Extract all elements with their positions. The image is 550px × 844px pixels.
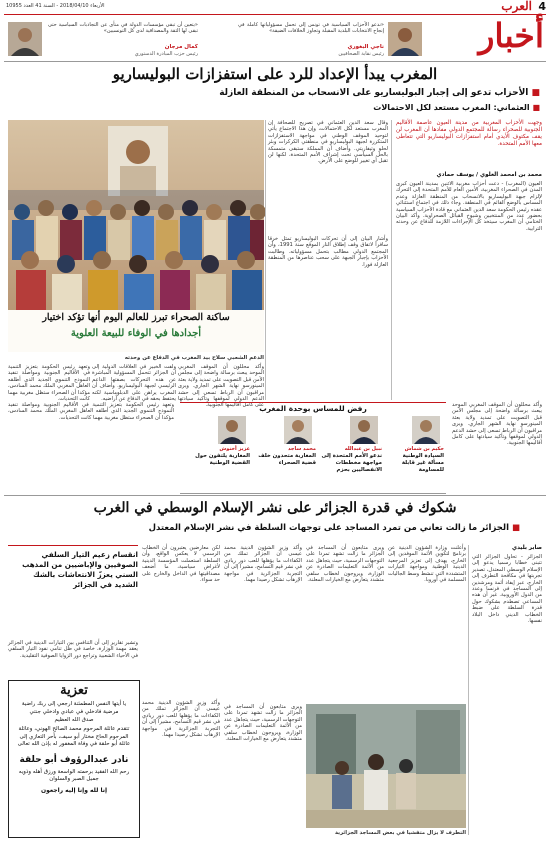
reject-quote: المغاربة يلتفون حول القضية الوطنية: [195, 453, 250, 466]
lead-col2: وقال سعد الدين العثماني في تصريح للصحافة إن المغرب مستعد لكل الاحتمالات، وإن هذا الاجتماع يأتي لتوحيد الموقف الوطني في مواجهة الاستفزازات المتكررة لجبهة البوليساريو في منطقتي الكركرات وبئر لحلو وتيفاريتي. وأضاف أن المملكة ستبقى متمسكة بالحل السياسي تحت إشراف الأمم المتحدة، لكنها لن تقبل أي تغيير للوضع على الأرض.: [268, 120, 388, 165]
bullet-icon: ■: [529, 103, 540, 112]
second-photo: [306, 704, 466, 828]
page-number: 4: [538, 0, 546, 13]
condolence-box: [8, 680, 140, 838]
lead-sub1-text: الأحزاب تدعو إلى إجبار البوليساريو على الانسحاب من المنطقة العازلة: [219, 88, 529, 98]
avatar: [412, 416, 440, 444]
portrait-icon: [350, 416, 378, 444]
quote-right-name: ناجي البغوري: [347, 44, 384, 50]
pullquote-box: [8, 545, 138, 640]
second-col7: وأكد وزير الشؤون الدينية محمد عيسى أن الجزائر تملك من الكفاءات ما يؤهلها للعب دور ريادي في نشر قيم التسامح، مشيرا إلى أن التجربة الجزائرية في مواجهة الإرهاب تشكل رصيدا مهما.: [142, 700, 220, 739]
reject-quote: المغاربة متحدون خلف قضية الصحراء: [258, 453, 316, 466]
portrait-icon: [284, 416, 312, 444]
column-divider: [391, 120, 392, 400]
portrait-icon: [218, 416, 246, 444]
second-sub-text: الجزائر ما زالت تعاني من تمرد المساجد على توجهات السلطة في نشر الإسلام المعتدل: [148, 523, 509, 533]
quote-left-role: رئيس حزب المبادرة الدستوري: [134, 51, 198, 57]
condolence-source: صدق الله العظيم: [54, 717, 94, 723]
reject-person: [184, 416, 250, 490]
lead-intro: وجهت الأحزاب المغربية من مدينة العيون عاصمة الأقاليم الجنوبية للصحراء رسالة للمجتمع الدولي مفادها أن المغرب لن يقف مكتوف الأيدي أمام استفزازات البوليساريو التي تتعاطى معها الأمم المتحدة.: [396, 120, 542, 147]
lead-col5: ولفت الخبير في العلاقات الدولية إلى أن الجزائر تتحمل المسؤولية المباشرة عن هذه التحركات بصفتها الداعم الرئيسي لجبهة البوليساريو. وأضاف أن المغرب يراهن على الدبلوماسية لكنه يحتفظ بحقه في الدفاع عن أراضيه.: [92, 364, 176, 403]
condolence-prayer: رحم الله الفقيد برحمته الواسعة ورزق أهله وذويه جميل الصبر والسلوان: [18, 768, 130, 782]
portrait-icon: [412, 416, 440, 444]
lead-col8: وأكد محللون أن الموقف المغربي الموحد يبعث برسالة واضحة إلى مجلس الأمن قبل التصويت على تمديد ولاية بعثة المينورسو نهاية الشهر الجاري. ويرى مراقبون أن الرباط تسعى إلى حشد الدعم الدولي لموقفها وتأكيد سيادتها على كامل أقاليمها الجنوبية.: [452, 402, 542, 447]
section-rule: [4, 495, 546, 496]
mosque-photo-icon: [306, 704, 466, 828]
lead-photo: [8, 120, 264, 352]
photo-banner: [8, 310, 264, 352]
reject-title: رفض للمساس بوحدة المغرب: [259, 404, 367, 413]
lead-col6: وتعهد رئيس الحكومة بتعزيز التنمية في الأقاليم الجنوبية ومواصلة تنفيذ النموذج التنموي الجديد الذي أطلقه العاهل المغربي الملك محمد السادس، مؤكدا أن الصحراء ستظل مغربية مهما كانت التحديات.: [8, 364, 90, 403]
reject-name: عزيز أخنوش: [219, 446, 250, 452]
bullet-icon: ■: [509, 523, 520, 533]
header-rule: [4, 14, 546, 15]
reject-quote: ندعو الأمم المتحدة إلى مواجهة مخططات الانفصاليين بحزم: [321, 453, 382, 473]
reject-person: [386, 416, 444, 490]
avatar: [388, 22, 422, 56]
condolence-name: نادر عبدالرؤوف أبو حلقة: [19, 754, 129, 765]
photo-banner-line2: أجدادها في الوفاء للبيعة العلوية: [70, 328, 202, 339]
quote-left-name: كمال مرجان: [164, 44, 198, 50]
avatar: [8, 22, 42, 56]
reject-name: حكيم بن شماش: [404, 446, 444, 452]
section-title: أخبار: [478, 16, 544, 55]
lead-col3: وأشار البيان إلى أن تحركات البوليساريو تمثل خرقا سافرا لاتفاق وقف إطلاق النار الموقع سنة 1991، وأن المجتمع الدولي مطالب بتحمل مسؤولياته. وطالبت الأحزاب بإجبار الجبهة على سحب عناصرها من المنطقة العازلة فورا.: [268, 236, 388, 268]
photo-banner-line1: ساكنة الصحراء تبرز للعالم اليوم أنها تؤكد اختيار: [42, 312, 230, 323]
lead-col7: وتعهد رئيس الحكومة بتعزيز التنمية في الأقاليم الجنوبية ومواصلة تنفيذ النموذج التنموي الجديد الذي أطلقه العاهل المغربي الملك محمد السادس، مؤكدا أن الصحراء ستظل مغربية مهما كانت التحديات.: [8, 402, 174, 421]
reject-quote: السيادة الوطنية مسألة غير قابلة للمساومة: [401, 453, 444, 473]
pullquote-text: انقسام زعيم التيار السلفي الصوفيين والإباضيين من المذهب السني يعززّ الانتعاشات بالشك الشديد في الجزائر: [22, 550, 138, 589]
second-photo-caption: التطرف لا يزال متفشيا في بعض المساجد الجزائرية: [334, 830, 466, 836]
condolence-verse: يا أيتها النفس المطمئنة ارجعي إلى ربك راضية مرضية فادخلي في عبادي وادخلي جنتي: [21, 701, 127, 715]
lead-sub2-text: العثماني: المغرب مستعد لكل الاحتمالات: [373, 103, 530, 112]
lead-col4: وأكد محللون أن الموقف المغربي الموحد يبعث برسالة واضحة إلى مجلس الأمن قبل التصويت على تمديد ولاية بعثة المينورسو نهاية الشهر الجاري. ويرى مراقبون أن الرباط تسعى إلى حشد الدعم الدولي لموقفها وتأكيد سيادتها على كامل أقاليمها الجنوبية.: [178, 364, 264, 409]
lead-byline: محمد بن امحمد العلوي / يوسف حمادي: [436, 172, 542, 178]
portrait-icon: [388, 22, 422, 56]
quote-right-text: «ندعو الأحزاب السياسية في تونس إلى تحمل مسؤولياتها كاملة في إنجاح الانتخابات البلدية المقبلة وتجاوز الخلافات الضيقة»: [238, 22, 384, 35]
lead-headline: المغرب يبدأ الإعداد للرد على استفزازات البوليساريو: [112, 65, 438, 83]
avatar: [350, 416, 378, 444]
reject-name: محمد ساجد: [288, 446, 316, 452]
avatar: [218, 416, 246, 444]
second-col2: وأعلنت وزارة الشؤون الدينية عن برنامج لتكوين الأئمة الموفدين إلى الخارج، يهدف إلى تعزيز المرجعية الدينية الوطنية ومواجهة التيارات المتشددة التي تنشط وسط الجاليات المسلمة في أوروبا.: [388, 545, 466, 584]
column-divider: [265, 120, 266, 400]
second-col5: لكن معارضين يعتبرون أن الخطاب الرسمي لا يعكس الواقع، وأن السلطة استعملت المؤسسة الدينية لأغراض سياسية، ما أضعف مصداقيتها في الداخل والخارج على حد سواء.: [142, 545, 220, 584]
second-col4: وأكد وزير الشؤون الدينية محمد عيسى أن الجزائر تملك من الكفاءات ما يؤهلها للعب دور ريادي في نشر قيم التسامح، مشيرا إلى أن التجربة الجزائرية في مواجهة الإرهاب تشكل رصيدا مهما.: [224, 545, 302, 584]
lead-sub2: [373, 103, 540, 113]
lead-col1: العيون (المغرب) - دعت أحزاب مغربية الاثنين بمدينة العيون كبرى المدن في الصحراء المغربية، الأمين العام للأمم المتحدة إلى التحرك لإلزام جبهة البوليساريو بالانسحاب من المنطقة العازلة وعدم المساس بالوضع القائم في المنطقة. وجاء ذلك في اجتماع استثنائي عقده رئيس الحكومة سعد الدين العثماني مع قادة الأحزاب السياسية بحضور عدد من المنتخبين وشيوخ القبائل الصحراوية. وأكد البيان الختامي أن المغرب سيتخذ كل الإجراءات اللازمة للدفاع عن وحدته الترابية.: [396, 181, 542, 232]
brand-name: العرب: [501, 0, 532, 13]
photo-caption: الدعم الشعبي سلاح بيد المغرب في الدفاع عن وحدته: [124, 355, 264, 361]
condolence-body: تتقدم عائلة المرحوم محمد الصالح الهوني، وعائلة المرحوم الحاج مختار أبو سيف، بأحر التعازي إلى عائلة أبو حلقة في وفاة المغفور له بإذن الله تعالى: [17, 726, 131, 747]
second-col1: الجزائر - تحاول الجزائر التي تتبنى خطابا رسميا يدعو إلى الإسلام الوسطي المعتدل، تصدير تجربتها في مكافحة التطرف إلى الخارج، عبر إيفاد أئمة ومرشدين إلى المساجد في فرنسا وعدد من الدول الأوروبية. غير أن هذه المساعي تصطدم بشكوك حول قدرة السلطة على ضبط الخطاب الديني داخل البلاد نفسها.: [472, 554, 542, 625]
condolence-title: تعزية: [60, 683, 88, 698]
reject-name: نبيل بن عبدالله: [344, 446, 382, 452]
second-sub: [149, 523, 520, 534]
bullet-icon: ■: [528, 88, 540, 98]
column-divider: [468, 545, 469, 835]
second-col3: ويرى متابعون أن المساجد في الجزائر ما زالت تشهد تمردا على التوجهات الرسمية، حيث يتجاهل عدد من الأئمة التعليمات الصادرة عن الوزارة، ويروجون لخطاب سلفي متشدد يتعارض مع الخيارات المعلنة.: [306, 545, 384, 584]
avatar: [284, 416, 312, 444]
second-col-left: وتشير تقارير إلى أن التنافس بين التيارات الدينية في الجزائر يعقد مهمة الوزارة، خاصة في ظل تنامي نفوذ التيار السلفي في الأحياء الشعبية وتراجع دور الزوايا الصوفية التقليدية.: [8, 640, 138, 659]
portrait-icon: [8, 22, 42, 56]
quote-right-role: رئيس نقابة الصحافيين: [338, 51, 384, 57]
reject-person: [320, 416, 382, 490]
date-line: الأربعاء 2018/04/10 - السنة 41 العدد 10955: [6, 3, 105, 9]
second-col6: ويرى متابعون أن المساجد في الجزائر ما زالت تشهد تمردا على التوجهات الرسمية، حيث يتجاهل عدد من الأئمة التعليمات الصادرة عن الوزارة، ويروجون لخطاب سلفي متشدد يتعارض مع الخيارات المعلنة.: [224, 704, 302, 743]
quote-left-text: «يتعين أن تبقى مؤسسات الدولة في منأى عن التجاذبات السياسية حتى تبقى لها الثقة والمصداقية لدى كل التونسيين»: [48, 22, 198, 35]
second-headline: شكوك في قدرة الجزائر على نشر الإسلام الوسطي في الغرب: [93, 500, 457, 516]
lead-sub1: [219, 88, 540, 99]
reject-person: [254, 416, 316, 490]
second-byline: صابر بليدي: [511, 545, 542, 551]
condolence-closing: إنا لله وإنا إليه راجعون: [40, 786, 108, 794]
header-bottom-rule: [4, 61, 546, 62]
